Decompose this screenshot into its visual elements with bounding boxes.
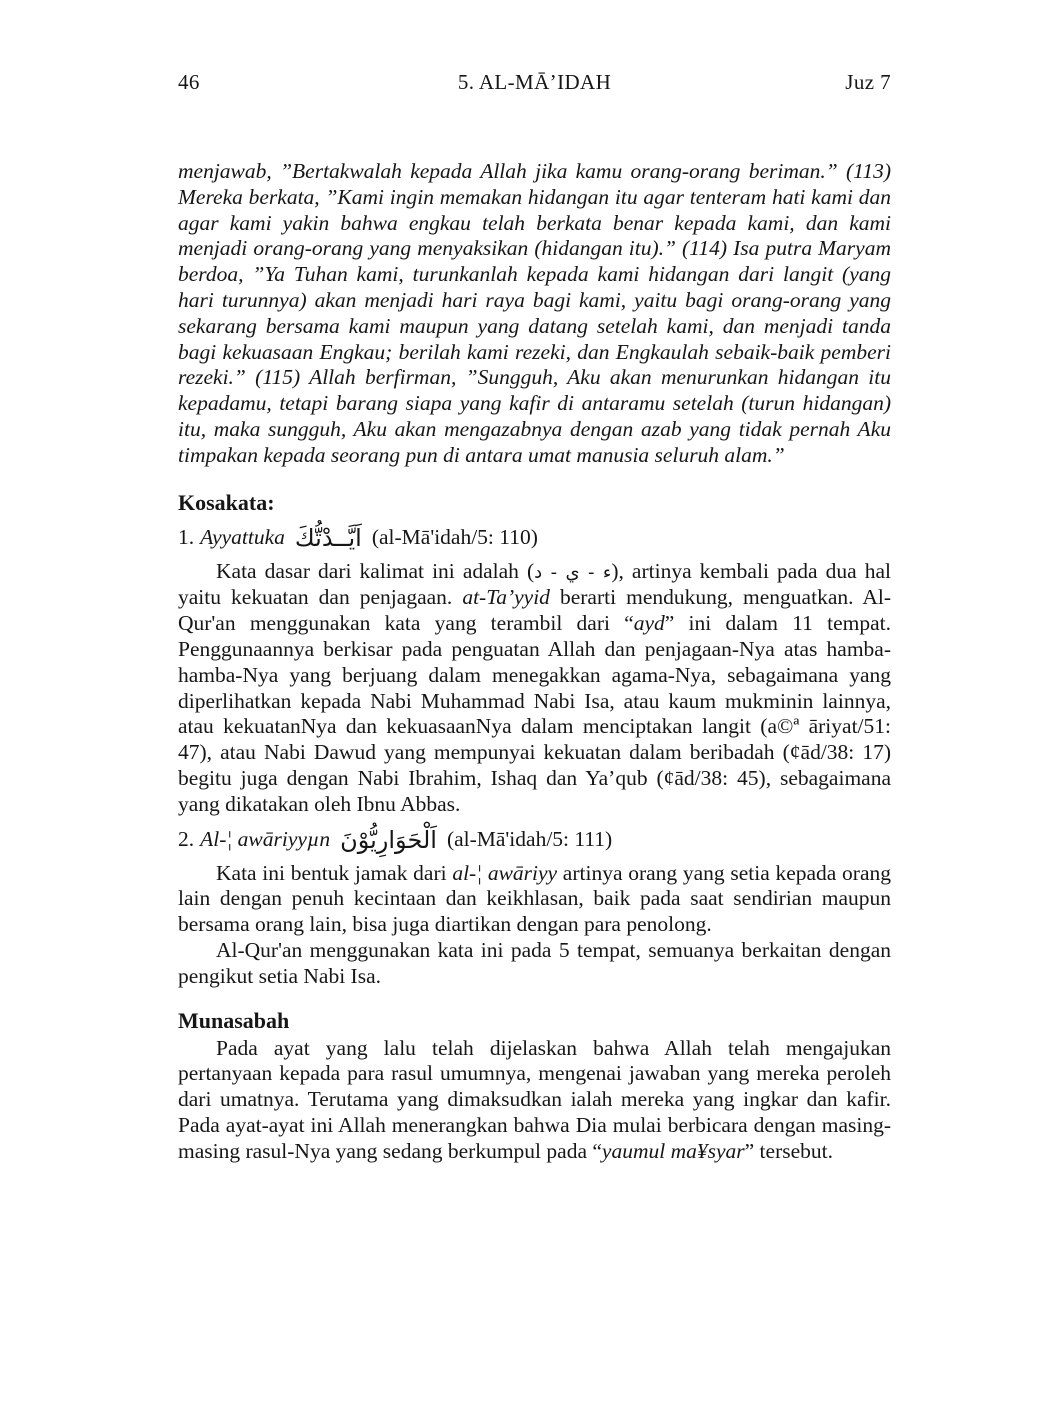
page-header — [178, 70, 891, 95]
juz-label: Juz 7 — [845, 70, 891, 94]
munasabah-text: ” tersebut. — [744, 1138, 833, 1163]
page-number: 46 — [178, 70, 200, 94]
kosakata-item-1-term-line — [178, 516, 891, 559]
munasabah-text: Pada ayat yang lalu telah dijelaskan bahwa Allah telah mengajukan pertanyaan kepada para rasul umumnya, mengenai jawaban yang mereka peroleh dari umatnya. Terutama yang dimaksudkan ialah mereka yang ingkar dan kafir. Pada ayat-ayat ini Allah menerangkan bahwa Dia mulai berbicara dengan masing-masing rasul-Nya yang sedang berkumpul pada “ — [178, 1035, 891, 1163]
kosakata-item-2-term-italic: al-¦ awāriyy — [452, 860, 558, 885]
kosakata-item-1-term-italic: ayd — [633, 611, 665, 636]
translation-paragraph — [178, 159, 891, 469]
kosakata-item-1-transliteration: Ayyattuka — [200, 524, 285, 549]
kosakata-item-2-term-line — [178, 818, 891, 861]
munasabah-paragraph — [178, 1036, 891, 1165]
kosakata-item-1-arabic-word: اَيَّــدْتُّكَ — [294, 523, 362, 552]
kosakata-item-2-paragraph-1 — [178, 861, 891, 938]
munasabah-term-italic: yaumul ma¥syar — [601, 1138, 745, 1163]
munasabah-heading: Munasabah — [178, 1007, 290, 1033]
kosakata-item-2-number: 2. — [178, 826, 195, 851]
kosakata-item-2-text: Kata ini bentuk jamak dari — [216, 860, 453, 885]
kosakata-item-2-reference: (al-Mā'idah/5: 111) — [446, 826, 613, 851]
kosakata-item-2-transliteration: Al-¦ awāriyyµn — [200, 826, 331, 851]
kosakata-item-1-reference: (al-Mā'idah/5: 110) — [371, 524, 538, 549]
kosakata-item-2-text: artinya orang yang setia kepada orang lain dengan penuh kecintaan dan keikhlasan, baik pada saat sendirian maupun bersama orang lain, bisa juga diartikan dengan para penolong. — [178, 860, 892, 937]
kosakata-item-2-arabic-word: اَلْحَوَارِيُّوْنَ — [340, 825, 437, 854]
kosakata-item-2-paragraph-2 — [178, 938, 891, 990]
kosakata-item-1-paragraph — [178, 559, 891, 818]
kosakata-item-2-text: Al-Qur'an menggunakan kata ini pada 5 tempat, semuanya berkaitan dengan pengikut setia Nabi Isa. — [178, 937, 891, 988]
kosakata-item-1-text: Kata dasar dari kalimat ini adalah ( — [216, 558, 535, 583]
kosakata-item-1-arabic-root-letters: د - ي - ء — [534, 561, 612, 583]
kosakata-item-1-text: ), artinya kembali pada dua hal yaitu kekuatan dan penjagaan. — [178, 558, 891, 610]
kosakata-item-1-text: ” ini dalam 11 tempat. Penggunaannya berkisar pada penguatan Allah dan penjagaan-Nya atas hamba-hamba-Nya yang berjuang dalam menegakkan agama-Nya, sebagaimana yang diperlihatkan kepada Nabi Muhammad Nabi Isa, atau kaum mukminin lainnya, atau kekuatanNya dan kekuasaanNya dalam menciptakan langit (a©ª āriyat/51: 47), atau Nabi Dawud yang mempunyai kekuatan dalam beribadah (¢ād/38: 17) begitu juga dengan Nabi Ibrahim, Ishaq dan Ya’qub (¢ād/38: 45), sebagaimana yang dikatakan oleh Ibnu Abbas. — [178, 611, 891, 816]
kosakata-item-1-term-italic: at-Ta’yyid — [462, 585, 550, 610]
surah-title: 5. AL-MĀ’IDAH — [457, 70, 612, 94]
translation-text: menjawab, ”Bertakwalah kepada Allah jika kamu orang-orang beriman.” (113) Mereka berkata, ”Kami ingin memakan hidangan itu agar tenteram hati kami dan agar kami yakin bahwa engkau telah berkata benar kepada kami, dan kami menjadi orang-orang yang menyaksikan (hidangan itu).” (114) Isa putra Maryam berdoa, ”Ya Tuhan kami, turunkanlah kepada kami hidangan dari langit (yang hari turunnya) akan menjadi hari raya bagi kami, yaitu bagi orang-orang yang sekarang bersama kami maupun yang datang setelah kami, dan menjadi tanda bagi kekuasaan Engkau; berilah kami rezeki, dan Engkaulah sebaik-baik pemberi rezeki.” (115) Allah berfirman, ”Sungguh, Aku akan menurunkan hidangan itu kepadamu, tetapi barang siapa yang kafir di antaramu setelah (turun hidangan) itu, maka sungguh, Aku akan mengazabnya dengan azab yang tidak pernah Aku timpakan kepada seorang pun di antara umat manusia seluruh alam.” — [178, 159, 891, 467]
kosakata-heading: Kosakata: — [178, 489, 275, 515]
kosakata-item-1-text: berarti mendukung, menguatkan. Al-Qur'an menggunakan kata yang terambil dari “ — [178, 585, 892, 636]
kosakata-item-1-number: 1. — [178, 524, 195, 549]
